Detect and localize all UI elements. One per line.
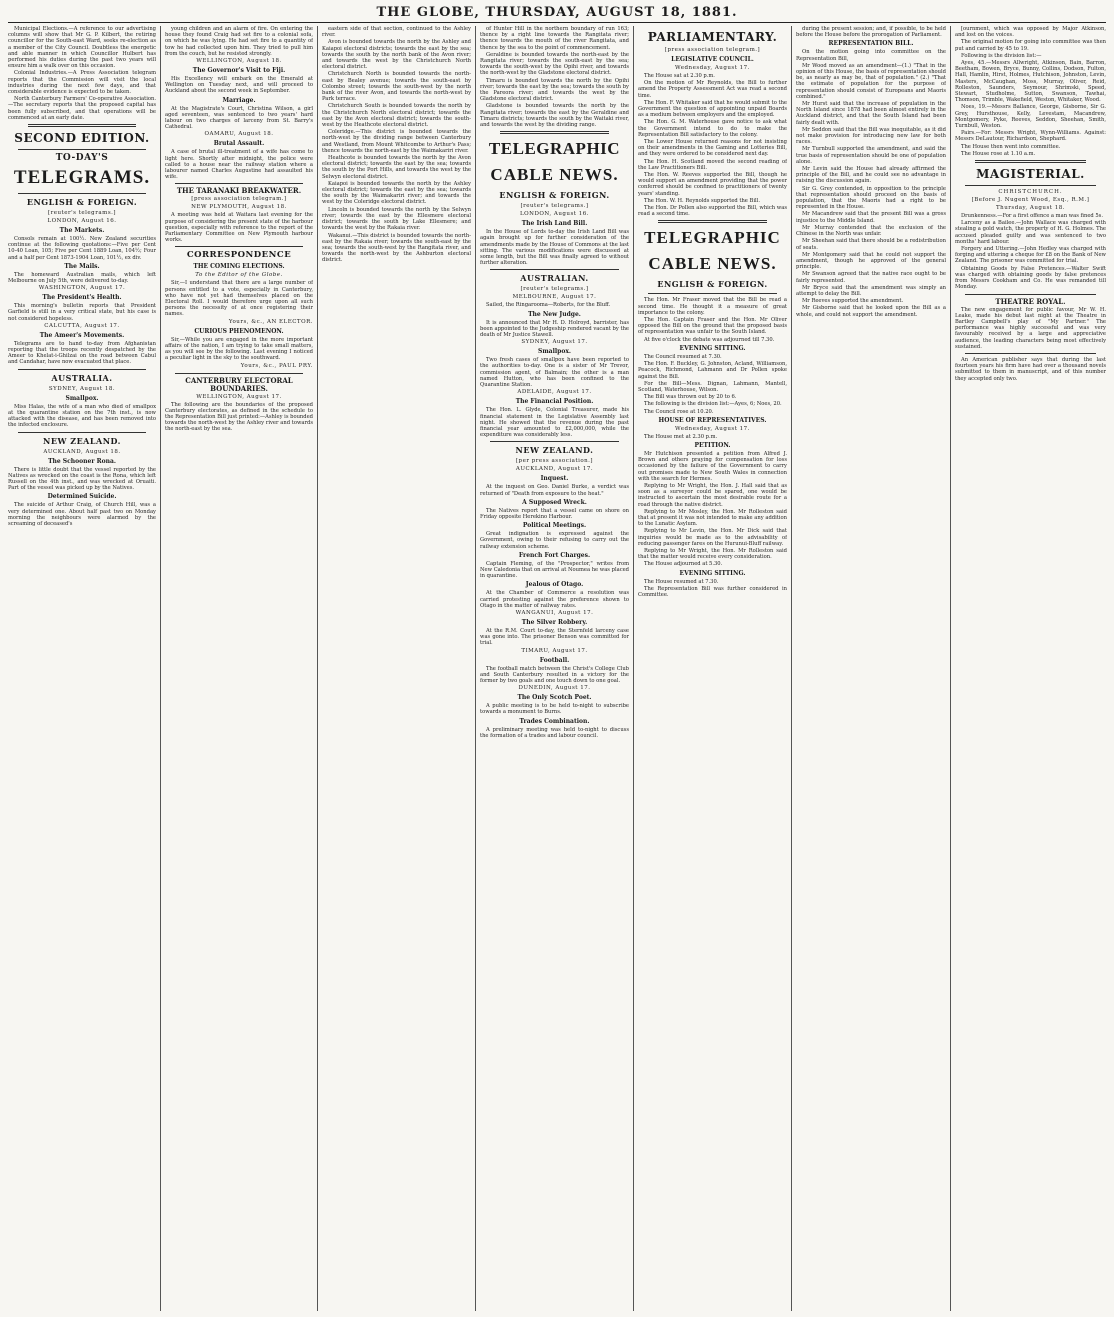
article-paragraph: Mr Seddon said that the Bill was inequitable, as it did not make provision for introducing new law for both races. [796,126,946,146]
section-heading: LEGISLATIVE COUNCIL. [671,56,754,63]
article-heading: Football. [539,656,570,664]
column-rule [950,26,951,1311]
divider [490,441,619,442]
article-paragraph: The following is the division list:—Ayes, 6; Noes, 20. [644,401,782,408]
article-paragraph: Mr Wood moved as an amendment—(1.) "That in the opinion of this House, the basis of representation should be, as nearly as may be, that of population." (2.) "That the estimate of population for the purpose of representation should consist of Europeans and Maoris combined." [796,62,946,100]
article-paragraph: Mr Hurst said that the increase of population in the North Island since 1878 had been almost entirely in the Auckland district, and that the South Island had been fairly dealt with. [796,101,946,126]
masthead: THE GLOBE, THURSDAY, AUGUST 18, 1881. [8,4,1106,23]
article-paragraph: Larceny as a Bailee.—John Wallace was charged with stealing a gold watch, the property of H. G. Holmes. The accused pleaded guilty and was sentenced to two months' hard labour. [955,220,1106,245]
article-paragraph: Mr Macandrew said that the present Bill was a gross injustice to the Middle Island. [796,211,946,224]
article-paragraph: The Hon. Dr Pollen also supported the Bill, which was read a second time. [638,205,787,218]
article-heading: Marriage. [222,96,256,104]
article-paragraph: The House resumed at 7.30. [644,578,719,585]
article-paragraph: Municipal Elections.—A reference to our advertising columns will show that Mr G. P. Kilbert, the retiring councillor for the South-east Ward, seeks re-election as a member of the City Council. Doubtless the energetic and able manner in which Councillor Hulbert has performed his duties during the past two years will ensure him a walk over on this occasion. [8,26,156,70]
source-line: [press association telegram.] [191,196,287,203]
article-paragraph: The homeward Australian mails, which left Melbourne on July 5th, were delivered to-day. [8,271,156,285]
dateline: LONDON, August 16. [520,211,589,218]
article-heading: The Irish Land Bill. [521,220,588,228]
article-paragraph: A preliminary meeting was held to-night to discuss the formation of a trades and labour council. [480,726,629,739]
article-paragraph: It is announced that Mr H. D. Holroyd, barrister, has been appointed to the Judgeship rendered vacant by the death of Mr Justice Stawell. [480,319,629,339]
magisterial-heading: MAGISTERIAL. [976,167,1085,182]
article-paragraph: Great indignation is expressed against the Government, owing to their refusing to carry out the railway extension scheme. [480,531,629,550]
article-paragraph: At the R.M. Court to-day, the Sternfeld larceny case was gone into. The prisoner Benson was committed for trial. [480,627,629,647]
article-paragraph: Heathcote is bounded towards the north by the Avon electoral district; towards the east by the sea; towards the south by the Port Hills, and towards the west by the Selwyn electoral district. [322,155,471,180]
article-paragraph: On the motion of Mr Reynolds, the Bill to further amend the Property Assessment Act was read a second time. [638,80,787,99]
article-paragraph: Mr Sheehan said that there should be a redistribution of seats. [796,238,946,251]
cable-news-heading: CABLE NEWS. [648,254,777,274]
column-3 [322,26,471,1311]
source-line: [press association telegram.] [664,47,761,53]
cable-news-heading: CABLE NEWS. [490,165,619,185]
dateline: CALCUTTA, August 17. [44,322,120,329]
source-line: [reuter's telegrams.] [47,210,117,217]
section-heading: EVENING SITTING. [679,569,746,577]
article-paragraph: Replying to Mr Mosley, the Hon. Mr Rolleston said that at present it was not intended to make any addition to the Lunatic Asylum. [638,508,787,528]
dateline: Wednesday, August 17. [675,65,750,71]
parliamentary-heading: PARLIAMENTARY. [647,30,778,44]
todays-heading: TO-DAY'S [55,153,109,164]
article-paragraph: On the motion going into committee on the Representation Bill, [796,49,946,62]
section-heading: THEATRE ROYAL. [995,296,1066,306]
article-paragraph: Two fresh cases of smallpox have been reported to the authorities to-day. One is a sister of Mr Trevor, commission agent, of Balmain; the other is a man named Hutton, who has been confined to the Quarantine Station. [480,357,629,389]
divider [175,246,303,247]
article-paragraph: during the present session; and, if possible, to be held before the House before the prorogation of Parliament. [796,26,946,39]
column-1 [8,26,156,1311]
section-heading: CHRISTCHURCH. [998,189,1063,196]
dateline: Wednesday, August 17. [675,425,750,432]
article-paragraph: The suicide of Arthur Craig, of Church Hill, was a very determined one. About half past two on Monday morning the neighbours were alarmed by the screaming of deceased's [8,502,156,527]
article-heading: Brutal Assault. [213,140,265,148]
article-heading: Jealous of Otago. [525,581,584,589]
article-paragraph: Sir,—While you are engaged in the more important affairs of the nation, I am trying to take small matters, as you will see by the following. Last evening I noticed a peculiar light in the sky to the southward. [165,336,313,362]
article-heading: The Ameer's Movements. [39,331,125,339]
article-heading: Inquest. [540,475,569,483]
divider [648,293,777,294]
column-rule [160,26,161,1311]
divider [975,160,1086,163]
dateline: OAMARU, August 18. [204,131,274,138]
article-paragraph: Ayes, 45.—Messrs Allwright, Atkinson, Bain, Barron, Beetham, Bowen, Bryce, Bunny, Collins, Dodson, Fulton, Hall, Hamlin, Hirst, Holmes, Hutchison, Johnston, Levin, Masters, McCaughan, Moss, Murray, Oliver, Reid, Rolleston, Saunders, Seymour, Shrimski, Speed, Stewart, Studholme, Sutton, Swanson, Tawhai, Thomson, Trimble, Wakefield, Weston, Whitaker, Wood. [955,60,1106,104]
article-paragraph: The Hon. Mr Fraser moved that the Bill be read a second time. He thought it a measure of great importance to the colony. [638,297,787,316]
article-paragraph: Replying to Mr Wright, the Hon. Mr Rolleston said that the matter would receive every consideration. [638,547,787,561]
article-paragraph: Telegrams are to hand to-day from Afghanistan reporting that the troops recently despatched by the Ameer to Khelat-i-Ghilzai on the road between Cabul and Candahar, have now evacuated that place. [8,340,156,366]
article-paragraph: The House adjourned at 5.30. [644,561,723,568]
article-paragraph: Consols remain at 100½. New Zealand securities continue at the following quotations:—Five per Cent 10-40 Loan, 105; Five per Cent 1889 Loan, 104½; Four and a half per Cent 1873-1904 Loan, 101½, ex div. [8,236,156,261]
article-paragraph: The Natives report that a vessel came on shore on Friday opposite Herekino Harbour. [480,507,629,520]
article-paragraph: Mr Levin said the House had already affirmed the principle of the Bill, and he could see no advantage in raising the discussion again. [796,166,946,185]
article-paragraph: Gladstone is bounded towards the north by the Rangitata river; towards the east by the Geraldine and Timaru districts; towards the south by the Waitaki river, and towards the west by the dividing range. [480,103,629,129]
section-heading: THE TARANAKI BREAKWATER. [176,186,302,196]
dateline: TIMARU, August 17. [521,647,588,654]
article-heading: REPRESENTATION BILL. [828,40,914,48]
telegraphic-heading: TELEGRAPHIC [644,228,781,248]
article-paragraph: Sir G. Grey contended, in opposition to the principle that representation should proceed on the basis of population, that the Maoris had a right to be represented in the House. [796,185,946,211]
dateline: ADELAIDE, August 17. [517,389,592,396]
article-heading: Political Meetings. [522,522,587,530]
source-line: [reuter's telegrams.] [520,286,589,293]
dateline: AUCKLAND, August 18. [43,448,121,455]
article-paragraph: The Hon. H. Scotland moved the second reading of the Law Practitioners Bill. [638,158,787,171]
article-paragraph: Avon is bounded towards the north by the Ashley and Kaiapoi electoral districts; towards the east by the sea; towards the south by the north bank of the Avon river; and towards the west by the Christchurch North electoral district. [322,39,471,71]
article-paragraph: Kaiapoi is bounded towards the north by the Ashley electoral district; towards the east by the sea; towards the south by the Waimakariri river; and towards the west by the Coleridge electoral district. [322,180,471,206]
article-heading: Smallpox. [65,394,99,402]
article-paragraph: Sailed, the Ringarooma—Roberts, for the Bluff. [486,302,611,309]
article-paragraph: The Council resumed at 7.30. [644,353,722,360]
source-line: [Before J. Nugent Wood, Esq., R.M.] [971,197,1090,204]
dateline: LONDON, August 16. [47,218,117,225]
dateline: WELLINGTON, August 18. [196,58,282,65]
dateline: WANGANUI, August 17. [515,609,594,616]
article-paragraph: The Hon. F. Buckley, G. Johnston, Acland, Williamson, Peacock, Richmond, Lahmann and Dr Pollen spoke against the Bill. [638,361,787,380]
article-paragraph: Miss Halas, the wife of a man who died of smallpox at the quarantine station on the 7th inst., is now attacked with the disease, and has been removed into the infected enclosure. [8,403,156,429]
article-paragraph: The Hon. Captain Fraser and the Hon. Mr Oliver opposed the Bill on the ground that the proposed basis of representation was unfair to the South Island. [638,317,787,336]
article-heading: The New Judge. [528,310,581,318]
article-paragraph: young children and an alarm of fire. On entering the house they found Craig had set fire to a colonial sofa, on which he was lying. He had set fire to a quantity of tow he had collected upon him. They tried to pull him from the couch, but he resisted strongly. [165,26,313,57]
divider [175,183,303,184]
article-paragraph: Christchurch North is bounded towards the north-east by Bealey avenue; towards the south-east by Colombo street; towards the south-west by the north bank of the river Avon, and towards the north-west by Park terrace. [322,71,471,103]
article-paragraph: Mr Bryce said that the amendment was simply an attempt to delay the Bill. [796,284,946,297]
article-paragraph: Drunkenness.—For a first offence a man was fined 5s. [961,213,1103,220]
dateline: MELBOURNE, August 17. [512,294,597,301]
article-paragraph: At five o'clock the debate was adjourned till 7.30. [644,336,775,343]
article-heading: PETITION. [694,441,731,449]
article-paragraph: Following is the division list:— [961,52,1042,59]
article-paragraph: His Excellency will embark on the Emerald at Wellington on Tuesday next, and will proceed to Auckland about the second week in September. [165,76,313,95]
article-paragraph: Obtaining Goods by False Pretences.—Walter Swift was charged with obtaining goods by false pretences from Messrs Cookham and Co. He was remanded till Monday. [955,265,1106,291]
article-paragraph: The Bill was thrown out by 20 to 6. [644,394,737,401]
article-paragraph: Pairs.—For: Messrs Wright, Wynn-Williams. Against: Messrs DeLautour, Richardson, Shephard. [955,130,1106,143]
article-paragraph: Geraldine is bounded towards the north-east by the Rangitata river; towards the south-east by the sea; towards the south-west by the Opihi river, and towards the north-west by the Gladstone electoral district. [480,51,629,77]
section-heading: ENGLISH & FOREIGN. [499,190,610,201]
article-heading: The Schooner Rona. [48,457,116,465]
article-paragraph: of Hunter Hill in the northern boundary of run 163; thence by a right line towards the Rangitata river; thence towards the mouth of the river Rangitata, and thence by the sea to the point of commencement. [480,26,629,51]
article-paragraph: At the Chamber of Commerce a resolution was carried protesting against the preference shown to Otago in the matter of railway rates. [480,590,629,609]
signature: Yours, &c., PAUL PRY. [240,362,313,369]
dateline: Thursday, August 18. [996,205,1065,212]
source-line: [per press association.] [515,458,594,465]
article-paragraph: The Council rose at 10.20. [644,408,714,415]
correspondence-heading: CORRESPONDENCE [186,250,292,261]
article-paragraph: The following are the boundaries of the proposed Canterbury electorates, as defined in the schedule to the Representation Bill just printed:—Ashley is bounded towards the north-west by the Ashley river and towards the north-east by the sea. [165,401,313,433]
article-paragraph: Captain Fleming, of the "Prospector," writes from New Caledonia that on arrival at Noumea he was placed in quarantine. [480,560,629,580]
column-6 [796,26,946,1311]
article-paragraph: Mr Gisborne said that he looked upon the Bill as a whole, and could not support the amendment. [796,305,946,318]
article-paragraph: For the Bill—Mess. Dignan, Lahmann, Mantell, Scotland, Waterhouse, Wilson. [638,380,787,393]
column-2 [165,26,313,1311]
column-rule [317,26,318,1311]
article-paragraph: The Representation Bill was further considered in Committee. [638,585,787,598]
article-heading: THE COMING ELECTIONS. [193,263,285,271]
article-paragraph: Coleridge.—This district is bounded towards the north-west by the dividing range between Canterbury and Westland, from Mount Whitcombe to Arthur's Pass; thence towards the north-east by the Waimakariri river. [322,129,471,154]
article-heading: CURIOUS PHENOMENON. [194,327,284,335]
article-heading: The Mails. [64,262,100,270]
column-5 [638,26,787,1311]
article-paragraph: Forgery and Uttering.—John Hedley was charged with forging and uttering a cheque for £8 on the Bank of New Zealand. The prisoner was committed for trial. [955,246,1106,265]
article-heading: The President's Health. [42,294,122,302]
article-heading: A Supposed Wreck. [522,498,587,506]
article-paragraph: Noes, 19.—Messrs Ballance, George, Gisborne, Sir G. Grey, Hursthouse, Kelly, Levestam, Macandrew, Montgomery, Pyke, Reeves, Seddon, Sheehan, Smith, Turnbull, Weston. [955,104,1106,130]
article-paragraph: The House then went into committee. [961,143,1061,150]
article-paragraph: Wakanui.—This district is bounded towards the north-east by the Rakaia river; towards the south-east by the sea; towards the south-west by the Rangitata river, and towards the north-west by the Ashburton electoral district. [322,232,471,264]
divider [500,131,609,134]
article-paragraph: Mr Hutchison presented a petition from Alfred J. Brown and others praying for compensation for loss occasioned by the failure of the Government to carry out promises made to New South Wales in connection with the search for Hermes. [638,450,787,482]
article-paragraph: There is little doubt that the vessel reported by the Natives as wrecked on the coast is the Rona, which left Russell on the 4th inst., and was wrecked at Oruaiti. Part of the vessel was picked up by the Natives. [8,466,156,492]
section-heading: ENGLISH & FOREIGN. [657,279,768,290]
dateline: DUNEDIN, August 17. [518,685,591,692]
article-paragraph: Mr Turnbull supported the amendment, and said the true basis of representation should be one of population alone. [796,146,946,165]
section-heading: CANTERBURY ELECTORAL BOUNDARIES. [185,375,293,393]
article-paragraph: This morning's bulletin reports that President Garfield is still in a very critical state, but his case is not considered hopeless. [8,303,156,322]
divider [28,124,136,127]
article-paragraph: North Canterbury Farmers' Co-operative Association.—The secretary reports that the proposed capital has been fully subscribed, and that operations will be commenced at an early date. [8,96,156,121]
divider [658,220,767,223]
column-rule [475,26,476,1311]
article-heading: Trades Combination. [519,717,590,725]
article-paragraph: eastern side of that section, continued to the Ashley river. [322,26,471,39]
article-paragraph: [ournment, which was opposed by Major Atkinson, and lost on the voices. [955,26,1106,39]
column-4 [480,26,629,1311]
article-paragraph: Replying to Mr Levin, the Hon. Mr Dick said that inquiries would be made as to the advisability of reducing passenger fares on the Hurunui-Bluff railway. [638,528,787,547]
divider [18,193,146,194]
article-paragraph: A public meeting is to be held to-night to subscribe towards a monument to Burns. [480,703,629,716]
article-paragraph: A meeting was held at Waitara last evening for the purpose of considering the present state of the harbour question, especially with reference to the report of the Parliamentary Committee on New Plymouth harbour works. [165,212,313,244]
article-paragraph: The Hon. W. Reeves supported the Bill, though he would support an amendment providing that the power conferred should be confined to practitioners of twenty years' standing. [638,172,787,197]
article-paragraph: An American publisher says that during the last fourteen years his firm have had over a thousand novels submitted to them in manuscript, and of this number they accepted only two. [955,356,1106,382]
article-paragraph: At the inquest on Geo. Daniel Burke, a verdict was returned of "Death from exposure to the heat." [480,484,629,497]
article-heading: Smallpox. [538,348,571,356]
article-paragraph: The Hon. G. M. Waterhouse gave notice to ask what the Government intend to do to make the Representation Bill satisfactory to the colony. [638,119,787,138]
divider [175,373,303,374]
article-paragraph: Mr Swanson agreed that the native race ought to be fairly represented. [796,271,946,284]
article-heading: The Only Scotch Poet. [517,694,592,702]
article-paragraph: The House met at 2.30 p.m. [644,433,718,440]
article-paragraph: The House sat at 2.30 p.m. [644,73,715,79]
article-paragraph: The Hon. L. Glyde, Colonial Treasurer, made his financial statement in the Legislative Assembly last night. He showed that the revenue during the past financial year amounted to £2,000,000, while the expenditure was considerably less. [480,407,629,439]
section-heading: AUSTRALIA. [51,372,113,383]
article-paragraph: A case of brutal ill-treatment of a wife has come to light here. Shortly after midnight, the police were called to a house near the railway station where a labourer named Charles Augustine had assaulted his wife. [165,149,313,181]
divider [965,353,1096,354]
article-paragraph: Mr Murray contended that the exclusion of the Chinese in the North was unfair. [796,224,946,238]
article-paragraph: Christchurch South is bounded towards the north by the Christchurch North electoral district; towards the east by the Avon electoral district; towards the south-west by the Heathcote electoral district. [322,103,471,129]
article-paragraph: The Hon. F. Whitaker said that he would submit to the Government the question of appointing unpaid Boards as a medium between employers and the employed. [638,99,787,119]
section-heading: EVENING SITTING. [679,344,746,352]
article-paragraph: Sir,—I understand that there are a large number of persons entitled to a vote, especially in Canterbury, who have not yet had themselves placed on the Electoral Roll. I would therefore urge upon all such persons the necessity of at once registering their names. [165,280,313,318]
section-heading: NEW ZEALAND. [515,445,594,456]
article-paragraph: Mr Reeves supported the amendment. [802,298,904,305]
column-rule [791,26,792,1311]
article-paragraph: The House rose at 1.10 a.m. [961,150,1036,157]
divider [18,149,146,150]
article-heading: The Markets. [59,227,105,235]
divider [965,185,1096,186]
signature: Yours, &c., AN ELECTOR. [228,318,313,325]
divider [965,294,1096,295]
article-paragraph: The Lower House returned reasons for not insisting on their amendments in the Gaming and Lotteries Bill, and they were ordered to be considered next day. [638,139,787,158]
dateline: SYDNEY, August 17. [521,339,588,346]
column-7 [955,26,1106,1311]
column-rule [633,26,634,1311]
article-paragraph: Replying to Mr Wright, the Hon. J. Hall said that as soon as a surveyor could be spared, one would be instructed to ascertain the most desirable route for a road through the native district. [638,482,787,508]
section-heading: HOUSE OF REPRESENTATIVES. [658,416,767,424]
article-paragraph: Mr Montgomery said that he could not support the amendment, though he approved of the general principle. [796,251,946,271]
article-paragraph: The new engagement for public favour, Mr W. H. Leake, made his debut last night at the Theatre in Bartley Campbell's play of "My Partner." The performance was highly successful and was very favourably received by a large and appreciative audience, the leading characters being most effectively sustained. [955,306,1106,350]
article-paragraph: In the House of Lords to-day the Irish Land Bill was again brought up for further consideration of the amendments made by the House of Commons at the last sitting. The various modifications were discussed at some length, but the Bill was finally agreed to without further alteration. [480,229,629,267]
article-heading: The Financial Position. [515,398,594,406]
dateline: WASHINGTON, August 17. [38,285,126,292]
article-heading: The Governor's Visit to Fiji. [192,67,286,75]
article-paragraph: The football match between the Christ's College Club and South Canterbury resulted in a victory for the former by two goals and one touch down to one goal. [480,665,629,684]
article-heading: The Silver Robbery. [521,618,588,626]
section-heading: NEW ZEALAND. [43,435,121,446]
dateline: SYDNEY, August 18. [48,385,116,392]
article-paragraph: Colonial Industries.—A Press Association telegram reports that the Commission will visit the local industries during the next few days, and that considerable evidence is expected to be taken. [8,70,156,96]
article-paragraph: Lincoln is bounded towards the north by the Selwyn river; towards the east by the Ellesmere electoral district; towards the south by Lake Ellesmere; and towards the west by the Rakaia river. [322,206,471,232]
section-heading: AUSTRALIAN. [520,273,589,284]
divider [18,369,146,370]
divider [490,269,619,270]
dateline: NEW PLYMOUTH, August 18. [191,204,287,211]
telegraphic-heading: TELEGRAPHIC [488,139,621,159]
article-paragraph: The Hon. W. H. Reynolds supported the Bill. [644,197,760,204]
second-edition-heading: SECOND EDITION. [14,131,150,146]
article-paragraph: At the Magistrate's Court, Christina Wilson, a girl aged seventeen, was sentenced to two years' hard labour on two charges of larceny from St. Barry's Cathedral. [165,105,313,131]
salutation: To the Editor of the Globe. [195,272,283,279]
article-heading: French Fort Charges. [518,551,591,559]
source-line: [reuter's telegrams.] [520,203,589,210]
dateline: AUCKLAND, August 17. [515,466,594,473]
telegrams-heading: TELEGRAMS. [13,167,151,189]
section-heading: ENGLISH & FOREIGN. [26,197,138,208]
dateline: WELLINGTON, August 17. [196,393,282,400]
divider [18,432,146,433]
article-paragraph: Timaru is bounded towards the north by the Opihi river; towards the east by the sea; towards the south by the Pareora river; and towards the west by the Gladstone electoral district. [480,77,629,103]
article-heading: Determined Suicide. [47,493,117,501]
article-paragraph: The original motion for going into committee was then put and carried by 45 to 19. [955,39,1106,52]
